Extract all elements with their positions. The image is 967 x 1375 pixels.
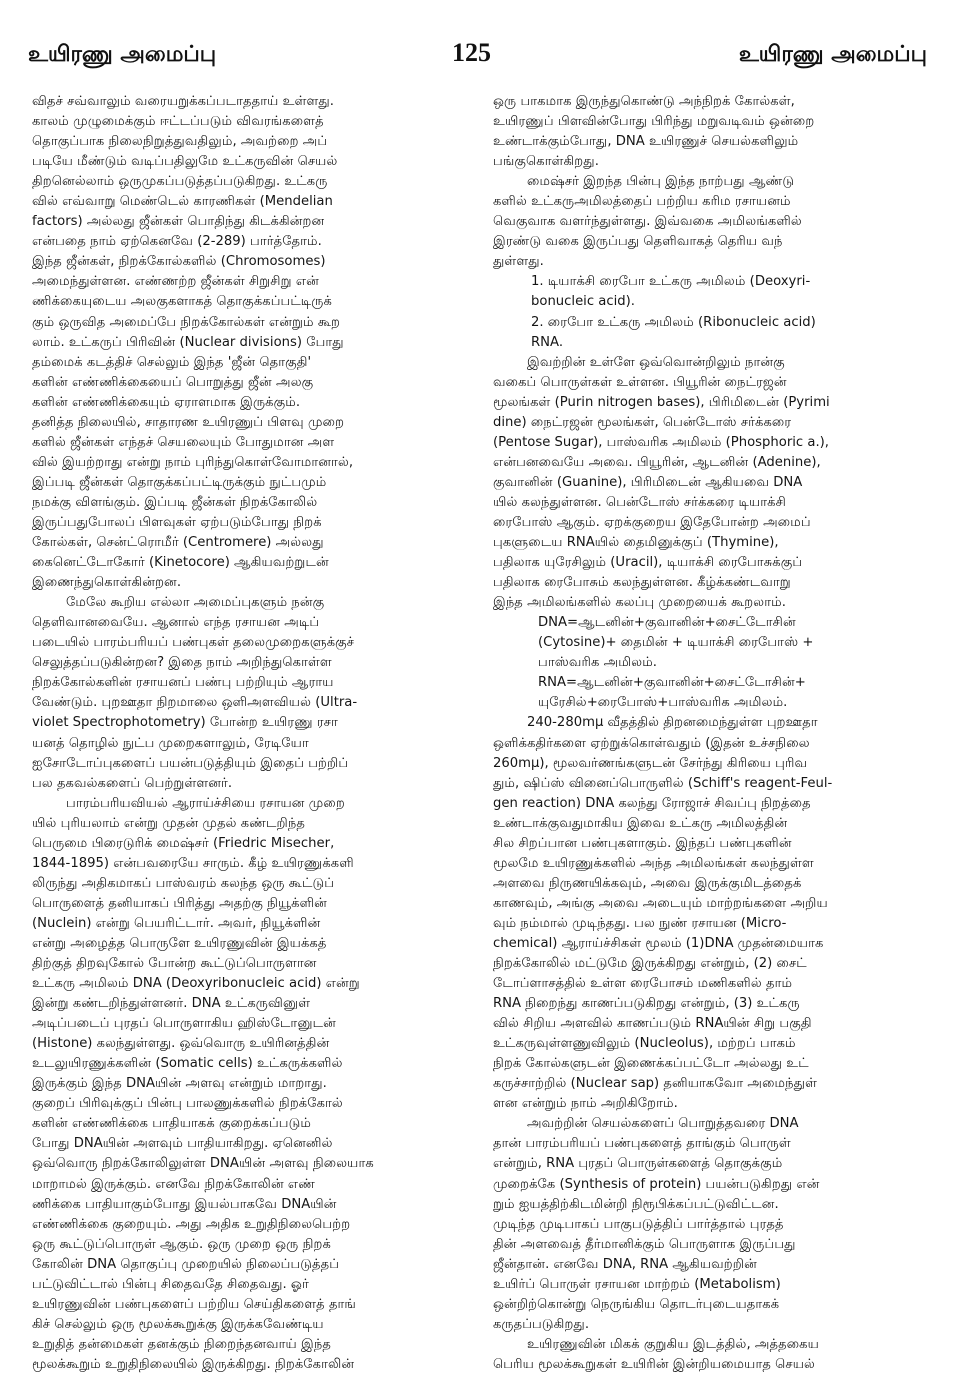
text-line: முறைக்கே (Synthesis of protein) பயன்படுகிறது என் bbox=[493, 1176, 820, 1192]
text-line: கோலின் DNA தொகுப்பு முறையில் நிலைப்படுத்தப் bbox=[32, 1256, 340, 1272]
text-line: பெருமை பிரைடுரிக் மைஷ்சர் (Friedric Misecher, bbox=[32, 835, 335, 851]
text-line: இன்று கண்டறிந்துள்ளனர். DNA உட்கருவினுள் bbox=[32, 996, 311, 1012]
text-line: இணைந்துகொள்கின்றன. bbox=[32, 575, 182, 591]
text-line: போது DNAயின் அளவும் பாதியாகிறது. ஏனெனில் bbox=[32, 1136, 333, 1152]
text-line: வேண்டும். புறஊதா நிறமாலை ஒளிஅளவியல் (Ultra- bbox=[32, 695, 358, 711]
text-line: என்பதை நாம் ஏற்கெனவே (2-289) பார்த்தோம். bbox=[32, 234, 322, 250]
text-line: களின் எண்ணிக்கை பாதியாகக் குறைக்கப்படும் bbox=[32, 1116, 311, 1132]
text-line: பதிலாக ரைபோசும் கலந்துள்ளன. கீழ்க்கண்டவாறு bbox=[493, 575, 791, 591]
text-line: அமைந்துள்ளன. எண்ணற்ற ஜீன்கள் சிறுசிறு என் bbox=[32, 274, 319, 290]
text-line: உண்டாக்குவதுமாகிய இவை உட்கரு அமிலத்தின் bbox=[493, 815, 788, 831]
text-line: 1844-1895) என்பவரையே சாரும். கீழ் உயிரணுக்களி bbox=[32, 855, 354, 871]
text-line: நிறக்கோல்களின் ரசாயனப் பண்பு பற்றியும் ஆராய bbox=[32, 675, 334, 691]
running-header-left: உயிரணு அமைப்பு bbox=[28, 42, 217, 67]
text-line: கருச்சாற்றில் (Nuclear sap) தனியாகவோ அமைந்துள் bbox=[493, 1076, 817, 1092]
text-line: எண்ணிக்கை குறையும். அது அதிக உறுதிநிலைபெற்ற bbox=[32, 1216, 351, 1232]
text-line: உயிரணுவின் மிகக் குறுகிய இடத்தில், அத்தகைய bbox=[527, 1336, 819, 1352]
text-line: ளன என்றும் நாம் அறிகிறோம். bbox=[493, 1096, 678, 1112]
text-line: யுரேசில்+ரைபோஸ்+பாஸ்வரிக அமிலம். bbox=[538, 695, 788, 711]
text-line: கும் ஒருவித அமைப்பே நிறக்கோல்கள் என்றும் கூற bbox=[32, 314, 341, 330]
text-line: விதச் சவ்வாலும் வரையறுக்கப்படாததாய் உள்ளது. bbox=[32, 94, 334, 109]
text-line: அளவை நிருணயிக்கவும், அவை இருக்குமிடத்தைக் bbox=[493, 875, 802, 891]
left-text-column bbox=[32, 92, 470, 1375]
page-number: 125 bbox=[452, 38, 491, 67]
text-line: பொருளைத் தனியாகப் பிரித்து அதற்கு நியூக்ளின் bbox=[32, 895, 327, 911]
text-line: factors) அல்லது ஜீன்கள் பொதிந்து கிடக்கின்றன bbox=[32, 214, 325, 230]
text-line: உட்கருவுள்ளணுவிலும் (Nucleolus), மற்றப் பாகம் bbox=[493, 1036, 796, 1052]
text-line: தம்மைக் கடத்திச் செல்லும் இந்த 'ஜீன் தொகுதி' bbox=[32, 354, 312, 370]
text-line: தொகுப்பாக நிலைநிறுத்துவதிலும், அவற்றை அப் bbox=[32, 134, 328, 150]
text-line: ஒன்றிற்கொன்று நெருங்கிய தொடர்புடையதாகக் bbox=[493, 1296, 780, 1312]
text-line: பதிலாக யுரேசிலும் (Uracil), டியாக்சி ரைபோசுக்குப் bbox=[493, 555, 803, 571]
text-line: வும் நம்மால் முடிந்தது. பல நுண் ரசாயன (Micro- bbox=[493, 915, 787, 931]
text-line: வில் இயற்றாது என்று நாம் புரிந்துகொள்வோமானால், bbox=[32, 454, 354, 470]
text-line: களில் ஜீன்கள் எந்தச் செயலையும் போதுமான அள bbox=[32, 434, 335, 450]
text-line: bonucleic acid). bbox=[531, 294, 635, 310]
text-line: உயிரணுவின் பண்புகளைப் பற்றிய செய்திகளைத் தாங் bbox=[32, 1296, 356, 1312]
text-line: இருப்பதுபோலப் பிளவுகள் ஏற்படும்போது நிறக் bbox=[32, 514, 322, 530]
text-line: ஜீன்தான். எனவே DNA, RNA ஆகியவற்றின் bbox=[493, 1256, 757, 1272]
text-line: இருக்கும் இந்த DNAயின் அளவு என்றும் மாறாது. bbox=[32, 1076, 327, 1092]
text-line: சில சிறப்பான பண்புகளாகும். இந்தப் பண்புகளின் bbox=[493, 835, 792, 851]
text-line: 260mμ), மூலவர்ணங்களுடன் சேர்ந்து கிரியை புரிவ bbox=[493, 755, 808, 771]
text-line: யனத் தொழில் நுட்ப முறைகளாலும், ரேடியோ bbox=[32, 735, 309, 751]
text-line: (Histone) கலந்துள்ளது. ஒவ்வொரு உயிரினத்தின் bbox=[32, 1036, 330, 1052]
text-line: gen reaction) DNA கலந்து ரோஜாச் சிவப்பு நிறத்தை bbox=[493, 795, 811, 811]
text-line: வில் சிறிய அளவில் காணப்படும் RNAயின் சிறு பகுதி bbox=[493, 1016, 812, 1032]
text-line: தனித்த நிலையில், சாதாரண உயிரணுப் பிளவு முறை bbox=[32, 414, 345, 430]
text-line: திற்குத் திறவுகோல் போன்ற கூட்டுப்பொருளான bbox=[32, 956, 317, 972]
text-line: உயிரணுப் பிளவின்போது பிரிந்து மறுவடிவம் ஒன்றை bbox=[493, 114, 815, 130]
text-line: இவற்றின் உள்ளே ஒவ்வொன்றிலும் நான்கு bbox=[527, 354, 785, 370]
text-line: படையில் பாரம்பரியப் பண்புகள் தலைமுறைகளுக்குச் bbox=[32, 635, 355, 651]
text-line: பாஸ்வரிக அமிலம். bbox=[538, 655, 657, 671]
text-line: களில் உட்கருஅமிலத்தைப் பற்றிய கரிம ரசாயனம் bbox=[493, 194, 791, 210]
text-line: உடலுயிரணுக்களின் (Somatic cells) உட்கருக்களில் bbox=[32, 1056, 343, 1072]
text-line: chemical) ஆராய்ச்சிகள் மூலம் (1)DNA முதன்மையாக bbox=[493, 935, 824, 951]
text-line: லாம். உட்கருப் பிரிவின் (Nuclear divisions) போது bbox=[32, 334, 344, 350]
text-line: காலம் முழுமைக்கும் ஈட்டப்படும் விவரங்களைத் bbox=[32, 114, 324, 130]
text-line: ணிக்கை பாதியாகும்போது இயல்பாகவே DNAயின் bbox=[32, 1196, 337, 1212]
text-line: இந்த ஜீன்கள், நிறக்கோல்களில் (Chromosomes) bbox=[32, 254, 326, 270]
text-line: என்று அழைத்த பொருளே உயிரணுவின் இயக்கத் bbox=[32, 935, 327, 951]
text-line: (Pentose Sugar), பாஸ்வரிக அமிலம் (Phosphoric a.), bbox=[493, 434, 829, 450]
text-line: வகைப் பொருள்கள் உள்ளன. பியூரின் நைட்ரஜன் bbox=[493, 374, 787, 390]
text-line: dine) நைட்ரஜன் மூலங்கள், பென்டோஸ் சர்க்கரை bbox=[493, 414, 792, 430]
text-line: நிறக் கோல்களுடன் இணைக்கப்பட்டோ அல்லது உட் bbox=[493, 1056, 809, 1072]
text-line: றும் ஐயத்திற்கிடமின்றி நிரூபிக்கப்பட்டுவிட்டன. bbox=[493, 1196, 779, 1212]
text-line: மாறாமல் இருக்கும். எனவே நிறக்கோலின் எண் bbox=[32, 1176, 315, 1192]
text-line: களின் எண்ணிக்கையும் ஏராளமாக இருக்கும். bbox=[32, 394, 301, 410]
text-line: கருதப்படுகிறது. bbox=[493, 1316, 590, 1332]
text-line: குவானின் (Guanine), பிரிமிடைன் ஆகியவை DNA bbox=[493, 474, 803, 490]
text-line: அடிப்படைப் புரதப் பொருளாகிய ஹிஸ்டோனுடன் bbox=[32, 1016, 336, 1032]
text-line: திறனெல்லாம் ஒருமுகப்படுத்தப்படுகிறது. உட்கரு bbox=[32, 174, 328, 190]
text-line: உட்கரு அமிலம் DNA (Deoxyribonucleic acid) என்று bbox=[32, 976, 360, 992]
text-line: ஒவ்வொரு நிறக்கோலிலுள்ள DNAயின் அளவு நிலையாக bbox=[32, 1156, 374, 1172]
text-line: காணவும், அங்கு அவை அடையும் மாற்றங்களை அறிய bbox=[493, 895, 828, 911]
text-line: (Nuclein) என்று பெயரிட்டார். அவர், நியூக்ளின் bbox=[32, 915, 321, 931]
text-line: கிச் செல்லும் ஒரு மூலக்கூறுக்கு இருக்கவேண்டிய bbox=[32, 1316, 324, 1332]
text-line: குறைப் பிரிவுக்குப் பின்பு பாலணுக்களில் நிறக்கோல் bbox=[32, 1096, 343, 1112]
text-line: ஒரு கூட்டுப்பொருள் ஆகும். ஒரு முறை ஒரு நிறக் bbox=[32, 1236, 331, 1252]
text-line: DNA=ஆடனின்+குவானின்+சைட்டோசின் bbox=[538, 615, 796, 631]
text-line: வெகுவாக வளர்ந்துள்ளது. இவ்வகை அமிலங்களில் bbox=[493, 214, 802, 230]
text-line: ஒளிக்கதிர்களை ஏற்றுக்கொள்வதும் (இதன் உச்சநிலை bbox=[493, 735, 810, 751]
text-line: (Cytosine)+ தைமின் + டியாக்சி ரைபோஸ் + bbox=[538, 635, 814, 651]
text-line: ரைபோஸ் ஆகும். ஏறக்குறைய இதேபோன்ற அமைப் bbox=[493, 514, 811, 530]
text-line: 1. டியாக்சி ரைபோ உட்கரு அமிலம் (Deoxyri- bbox=[531, 274, 811, 290]
text-line: ஒரு பாகமாக இருந்துகொண்டு அந்நிறக் கோல்கள், bbox=[493, 94, 795, 109]
text-line: ஐசோடோப்புகளைப் பயன்படுத்தியும் இதைப் பற்றிப் bbox=[32, 755, 349, 771]
text-line: 2. ரைபோ உட்கரு அமிலம் (Ribonucleic acid) bbox=[531, 314, 816, 330]
text-line: பட்டுவிட்டால் பின்பு சிதைவதே சிதைவது. ஓர் bbox=[32, 1276, 309, 1292]
text-line: படியே மீண்டும் வடிப்பதிலுமே உட்கருவின் செயல் bbox=[32, 154, 338, 170]
text-line: வில் எவ்வாறு மெண்டெல் காரணிகள் (Mendelian bbox=[32, 194, 333, 210]
text-line: களின் எண்ணிக்கையைப் பொறுத்து ஜீன் அலகு bbox=[32, 374, 314, 390]
text-line: மூலமே உயிரணுக்களில் அந்த அமிலங்கள் கலந்துள்ள bbox=[493, 855, 814, 871]
text-line: பாரம்பரியவியல் ஆராய்ச்சியை ரசாயன முறை bbox=[66, 795, 345, 811]
text-line: யில் கலந்துள்ளன. பென்டோஸ் சர்க்கரை டியாக்சி bbox=[493, 494, 786, 510]
text-line: புகளுடைய RNAயில் தைமினுக்குப் (Thymine), bbox=[493, 535, 779, 551]
text-line: இரண்டு வகை இருப்பது தெளிவாகத் தெரிய வந் bbox=[493, 234, 783, 250]
text-line: கைனெட்டோகோர் (Kinetocore) ஆகியவற்றுடன் bbox=[32, 555, 329, 571]
text-line: நிறக்கோலில் மட்டுமே இருக்கிறது என்றும், (2) சைட் bbox=[493, 956, 807, 972]
text-line: என்றும், RNA புரதப் பொருள்களைத் தொகுக்கும் bbox=[493, 1156, 783, 1172]
text-line: மூலக்கூறும் உறுதிநிலையில் இருக்கிறது. நிறக்கோலின் bbox=[32, 1356, 355, 1372]
text-line: பெரிய மூலக்கூறுகள் உயிரின் இன்றியமையாத செயல் bbox=[493, 1356, 815, 1372]
text-line: துள்ளது. bbox=[493, 254, 544, 270]
running-header-right: உயிரணு அமைப்பு bbox=[738, 42, 927, 67]
text-line: தெளிவானவையே. ஆனால் எந்த ரசாயன அடிப் bbox=[32, 615, 320, 631]
text-line: கோல்கள், சென்ட்ரொமீர் (Centromere) அல்லது bbox=[32, 535, 324, 551]
text-line: பல தகவல்களைப் பெற்றுள்ளனர். bbox=[32, 775, 233, 791]
text-line: நமக்கு விளங்கும். இப்படி ஜீன்கள் நிறக்கோலில் bbox=[32, 494, 318, 510]
text-line: அவற்றின் செயல்களைப் பொறுத்தவரை DNA bbox=[527, 1116, 799, 1132]
text-line: இப்படி ஜீன்கள் தொகுக்கப்பட்டிருக்கும் நுட்பமும் bbox=[32, 474, 327, 490]
text-line: உயிர்ப் பொருள் ரசாயன மாற்றம் (Metabolism) bbox=[493, 1276, 781, 1292]
text-line: RNA=ஆடனின்+குவானின்+சைட்டோசின்+ bbox=[538, 675, 806, 691]
text-line: இந்த அமிலங்களில் கலப்பு முறையைக் கூறலாம். bbox=[493, 595, 786, 611]
text-line: தும், ஷிப்ஸ் வினைப்பொருளில் (Schiff's reagent-Feul- bbox=[493, 775, 833, 791]
text-line: violet Spectrophotometry) போன்ற உயிரணு ரசா bbox=[32, 715, 338, 731]
text-line: உறுதித் தன்மைகள் தனக்கும் நிறைந்தனவாய் இந்த bbox=[32, 1336, 331, 1352]
text-line: RNA நிறைந்து காணப்படுகிறது என்றும், (3) உட்கரு bbox=[493, 996, 800, 1012]
text-line: தான் பாரம்பரியப் பண்புகளைத் தாங்கும் பொருள் bbox=[493, 1136, 791, 1152]
text-line: உண்டாக்கும்போது, DNA உயிரணுச் செயல்களிலும் bbox=[493, 134, 799, 150]
right-text-column bbox=[493, 92, 933, 1375]
text-line: என்பனவையே அவை. பியூரின், ஆடனின் (Adenine), bbox=[493, 454, 821, 470]
text-line: டோப்ளாசத்தில் உள்ள ரைபோசம் மணிகளில் தாம் bbox=[493, 976, 793, 992]
text-line: தின் அளவைத் தீர்மானிக்கும் பொருளாக இருப்பது bbox=[493, 1236, 796, 1252]
text-line: முடிந்த முடிபாகப் பாகுபடுத்திப் பார்த்தால் புரதத் bbox=[493, 1216, 784, 1232]
text-line: RNA. bbox=[531, 334, 564, 350]
text-line: செலுத்தப்படுகின்றன? இதை நாம் அறிந்துகொள்ள bbox=[32, 655, 332, 671]
text-line: யில் புரியலாம் என்று முதன் முதல் கண்டறிந்த bbox=[32, 815, 305, 831]
text-line: மேலே கூறிய எல்லா அமைப்புகளும் நன்கு bbox=[66, 595, 325, 611]
text-line: லிருந்து அதிகமாகப் பாஸ்வரம் கலந்த ஒரு கூட்டுப் bbox=[32, 875, 335, 891]
text-line: மூலங்கள் (Purin nitrogen bases), பிரிமிடைன் (Pyrimi bbox=[493, 394, 830, 410]
text-line: 240-280mμ வீதத்தில் திறனமைந்துள்ள புறஊதா bbox=[527, 715, 818, 731]
text-line: மைஷ்சர் இறந்த பின்பு இந்த நாற்பது ஆண்டு bbox=[527, 174, 795, 190]
text-line: ணிக்கையுடைய அலகுகளாகத் தொகுக்கப்பட்டிருக் bbox=[32, 294, 332, 310]
text-line: பங்குகொள்கிறது. bbox=[493, 154, 599, 170]
